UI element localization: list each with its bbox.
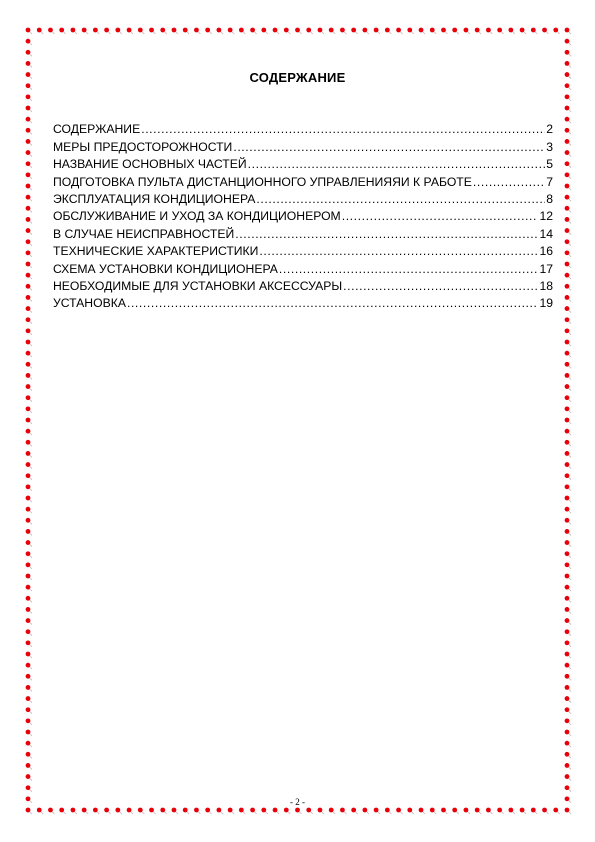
toc-dot-leader (343, 279, 538, 294)
border-dot-icon (565, 284, 571, 290)
border-dot-icon (115, 28, 121, 34)
border-dot-icon (565, 607, 571, 613)
toc-entry-page: 12 (539, 209, 553, 224)
border-dot-icon (26, 228, 32, 234)
border-dot-icon (565, 406, 571, 412)
border-dot-icon (565, 685, 571, 691)
border-dot-icon (26, 139, 32, 145)
toc-entry[interactable] (53, 242, 553, 259)
border-dot-icon (239, 808, 245, 814)
border-dot-icon (475, 28, 481, 34)
border-dot-icon (553, 28, 559, 34)
border-dot-icon (172, 28, 178, 34)
border-dot-icon (26, 629, 32, 635)
toc-entry[interactable] (53, 224, 553, 241)
border-dot-icon (351, 808, 357, 814)
border-dot-icon (26, 718, 32, 724)
toc-entry[interactable] (53, 277, 553, 294)
border-dot-icon (565, 462, 571, 468)
border-dot-icon (127, 808, 133, 814)
border-dot-icon (452, 808, 458, 814)
border-dot-icon (475, 808, 481, 814)
border-dot-icon (26, 239, 32, 245)
border-dot-icon (26, 406, 32, 412)
border-dot-icon (26, 741, 32, 747)
border-dot-icon (26, 262, 32, 268)
toc-dot-leader (141, 122, 545, 137)
border-dot-icon (93, 28, 99, 34)
toc-entry[interactable] (53, 137, 553, 154)
toc-entry-label: СОДЕРЖАНИЕ (53, 122, 141, 137)
border-dot-icon (565, 384, 571, 390)
toc-entry[interactable] (53, 172, 553, 189)
border-dot-icon (26, 774, 32, 780)
border-dot-icon (441, 28, 447, 34)
toc-entry-page: 8 (546, 191, 553, 206)
border-dot-icon (115, 808, 121, 814)
border-dot-icon (26, 640, 32, 646)
border-dot-icon (138, 808, 144, 814)
toc-dot-leader (235, 227, 538, 242)
border-dot-icon (565, 161, 571, 167)
border-dot-icon (26, 551, 32, 557)
border-dot-icon (26, 373, 32, 379)
border-dot-icon (205, 808, 211, 814)
border-dot-icon (407, 808, 413, 814)
toc-entry-label: ТЕХНИЧЕСКИЕ ХАРАКТЕРИСТИКИ (53, 244, 259, 259)
border-dot-icon (419, 808, 425, 814)
border-dot-icon (26, 206, 32, 212)
border-dot-icon (26, 306, 32, 312)
toc-entry-page: 5 (546, 157, 553, 172)
toc-entry[interactable] (53, 190, 553, 207)
border-dot-icon (374, 808, 380, 814)
border-dot-icon (362, 808, 368, 814)
toc-entry[interactable] (53, 120, 553, 137)
border-dot-icon (104, 28, 110, 34)
border-dot-icon (396, 28, 402, 34)
border-dot-icon (565, 774, 571, 780)
border-dot-icon (26, 351, 32, 357)
border-dot-icon (26, 117, 32, 123)
border-dot-icon (497, 28, 503, 34)
border-dot-icon (183, 28, 189, 34)
border-dot-icon (565, 440, 571, 446)
border-dot-icon (250, 28, 256, 34)
toc-entry-label: МЕРЫ ПРЕДОСТОРОЖНОСТИ (53, 139, 233, 154)
border-dot-icon (26, 150, 32, 156)
border-dot-icon (565, 551, 571, 557)
border-dot-icon (565, 184, 571, 190)
toc-dot-leader (279, 262, 539, 277)
border-dot-icon (26, 618, 32, 624)
border-dot-icon (26, 250, 32, 256)
border-dot-icon (26, 317, 32, 323)
border-dot-icon (565, 451, 571, 457)
border-dot-icon (295, 28, 301, 34)
border-dot-icon (149, 808, 155, 814)
border-dot-icon (565, 273, 571, 279)
border-dot-icon (26, 663, 32, 669)
border-dot-icon (497, 808, 503, 814)
border-dot-icon (26, 172, 32, 178)
border-dot-icon (26, 284, 32, 290)
border-dot-icon (430, 808, 436, 814)
border-dot-icon (26, 473, 32, 479)
border-dot-icon (26, 39, 32, 45)
border-dot-icon (26, 752, 32, 758)
border-dot-icon (531, 28, 537, 34)
toc-entry-page: 19 (539, 296, 553, 311)
border-dot-icon (565, 150, 571, 156)
border-dot-icon (26, 340, 32, 346)
border-dot-icon (565, 362, 571, 368)
toc-dot-leader (233, 140, 545, 155)
border-dot-icon (385, 808, 391, 814)
border-dot-icon (565, 206, 571, 212)
border-dot-icon (520, 808, 526, 814)
border-dot-icon (565, 585, 571, 591)
toc-entry-label: УСТАНОВКА (53, 296, 126, 311)
border-dot-icon (26, 28, 32, 34)
border-dot-icon (565, 172, 571, 178)
border-dot-icon (351, 28, 357, 34)
border-dot-icon (565, 94, 571, 100)
border-dot-icon (385, 28, 391, 34)
border-dot-icon (26, 217, 32, 223)
border-dot-icon (26, 574, 32, 580)
border-dot-icon (239, 28, 245, 34)
border-dot-icon (26, 529, 32, 535)
border-dot-icon (26, 462, 32, 468)
border-dot-icon (565, 128, 571, 134)
border-dot-icon (318, 808, 324, 814)
border-dot-icon (26, 707, 32, 713)
toc-entry-label: СХЕМА УСТАНОВКИ КОНДИЦИОНЕРА (53, 261, 278, 276)
border-dot-icon (565, 785, 571, 791)
border-dot-icon (284, 808, 290, 814)
border-dot-icon (26, 674, 32, 680)
border-dot-icon (565, 418, 571, 424)
border-dot-icon (565, 351, 571, 357)
border-dot-icon (26, 496, 32, 502)
toc-entry[interactable] (53, 259, 553, 276)
border-dot-icon (329, 28, 335, 34)
border-dot-icon (172, 808, 178, 814)
border-dot-icon (340, 28, 346, 34)
border-dot-icon (71, 28, 77, 34)
toc-entry[interactable] (53, 207, 553, 224)
border-dot-icon (565, 340, 571, 346)
border-dot-icon (565, 28, 571, 34)
border-dot-icon (149, 28, 155, 34)
toc-dot-leader (256, 192, 545, 207)
border-dot-icon (138, 28, 144, 34)
border-dot-icon (26, 328, 32, 334)
toc-entry-page: 2 (546, 122, 553, 137)
border-dot-icon (565, 618, 571, 624)
border-dot-icon (273, 28, 279, 34)
border-dot-icon (194, 28, 200, 34)
border-dot-icon (508, 28, 514, 34)
border-dot-icon (565, 295, 571, 301)
border-dot-icon (565, 306, 571, 312)
border-dot-icon (284, 28, 290, 34)
border-dot-icon (565, 707, 571, 713)
border-dot-icon (26, 61, 32, 67)
border-dot-icon (26, 596, 32, 602)
toc-entry-page: 16 (539, 244, 553, 259)
border-dot-icon (26, 128, 32, 134)
border-dot-icon (396, 808, 402, 814)
border-dot-icon (26, 295, 32, 301)
border-dot-icon (183, 808, 189, 814)
border-dot-icon (59, 28, 65, 34)
border-dot-icon (37, 808, 43, 814)
border-dot-icon (26, 451, 32, 457)
border-dot-icon (565, 117, 571, 123)
border-dot-icon (93, 808, 99, 814)
border-dot-icon (104, 808, 110, 814)
border-dot-icon (261, 28, 267, 34)
border-dot-icon (520, 28, 526, 34)
table-of-contents (53, 120, 553, 311)
border-dot-icon (37, 28, 43, 34)
border-dot-icon (26, 808, 32, 814)
border-dot-icon (26, 418, 32, 424)
border-dot-icon (205, 28, 211, 34)
border-dot-icon (250, 808, 256, 814)
border-dot-icon (565, 718, 571, 724)
border-dot-icon (48, 808, 54, 814)
border-dot-icon (565, 61, 571, 67)
toc-entry-label: НЕОБХОДИМЫЕ ДЛЯ УСТАНОВКИ АКСЕССУАРЫ (53, 278, 343, 293)
toc-dot-leader (127, 296, 538, 311)
border-dot-icon (565, 250, 571, 256)
toc-entry-label: ПОДГОТОВКА ПУЛЬТА ДИСТАНЦИОННОГО УПРАВЛЕНИЯЯИ К РАБОТЕ (53, 174, 472, 189)
toc-dot-leader (248, 157, 546, 172)
toc-entry-label: НАЗВАНИЕ ОСНОВНЫХ ЧАСТЕЙ (53, 157, 247, 172)
border-dot-icon (295, 808, 301, 814)
border-dot-icon (160, 808, 166, 814)
border-dot-icon (228, 808, 234, 814)
border-dot-icon (26, 440, 32, 446)
border-dot-icon (565, 473, 571, 479)
page-number: - 2 - (290, 797, 305, 807)
border-dot-icon (565, 429, 571, 435)
border-dot-icon (565, 217, 571, 223)
border-dot-icon (508, 808, 514, 814)
toc-dot-leader (342, 209, 539, 224)
border-dot-icon (26, 484, 32, 490)
border-dot-icon (565, 50, 571, 56)
border-dot-icon (565, 730, 571, 736)
border-dot-icon (374, 28, 380, 34)
border-dot-icon (48, 28, 54, 34)
border-dot-icon (306, 28, 312, 34)
border-dot-icon (565, 562, 571, 568)
toc-entry-label: ЭКСПЛУАТАЦИЯ КОНДИЦИОНЕРА (53, 191, 256, 206)
border-dot-icon (565, 484, 571, 490)
border-dot-icon (553, 808, 559, 814)
border-dot-icon (26, 562, 32, 568)
border-dot-icon (306, 808, 312, 814)
border-dot-icon (26, 652, 32, 658)
toc-entry-page: 17 (539, 261, 553, 276)
border-dot-icon (565, 262, 571, 268)
border-dot-icon (452, 28, 458, 34)
border-dot-icon (565, 195, 571, 201)
toc-entry-page: 3 (546, 139, 553, 154)
border-dot-icon (565, 741, 571, 747)
border-dot-icon (26, 785, 32, 791)
border-dot-icon (71, 808, 77, 814)
border-dot-icon (486, 28, 492, 34)
border-dot-icon (160, 28, 166, 34)
border-dot-icon (82, 28, 88, 34)
border-dot-icon (565, 696, 571, 702)
border-dot-icon (565, 496, 571, 502)
border-dot-icon (26, 50, 32, 56)
border-dot-icon (565, 529, 571, 535)
border-dot-icon (26, 195, 32, 201)
border-dot-icon (216, 28, 222, 34)
border-dot-icon (26, 184, 32, 190)
border-dot-icon (26, 94, 32, 100)
border-dot-icon (565, 395, 571, 401)
border-dot-icon (565, 808, 571, 814)
border-dot-icon (26, 540, 32, 546)
toc-entry-page: 18 (539, 278, 553, 293)
border-dot-icon (565, 596, 571, 602)
border-dot-icon (565, 139, 571, 145)
border-dot-icon (565, 373, 571, 379)
border-dot-icon (26, 429, 32, 435)
toc-entry-label: В СЛУЧАЕ НЕИСПРАВНОСТЕЙ (53, 226, 235, 241)
border-dot-icon (26, 696, 32, 702)
border-dot-icon (486, 808, 492, 814)
border-dot-icon (464, 808, 470, 814)
border-dot-icon (565, 518, 571, 524)
border-dot-icon (26, 585, 32, 591)
border-dot-icon (26, 730, 32, 736)
border-dot-icon (26, 106, 32, 112)
border-dot-icon (26, 362, 32, 368)
border-dot-icon (419, 28, 425, 34)
toc-entry[interactable] (53, 294, 553, 311)
border-dot-icon (26, 384, 32, 390)
border-dot-icon (59, 808, 65, 814)
border-dot-icon (565, 39, 571, 45)
border-dot-icon (340, 808, 346, 814)
border-dot-icon (430, 28, 436, 34)
border-dot-icon (26, 395, 32, 401)
border-dot-icon (565, 106, 571, 112)
border-dot-icon (565, 652, 571, 658)
border-dot-icon (26, 685, 32, 691)
border-dot-icon (565, 763, 571, 769)
toc-entry[interactable] (53, 155, 553, 172)
border-dot-icon (194, 808, 200, 814)
border-dot-icon (565, 228, 571, 234)
border-dot-icon (542, 808, 548, 814)
border-dot-icon (441, 808, 447, 814)
border-dot-icon (26, 607, 32, 613)
border-dot-icon (565, 629, 571, 635)
border-dot-icon (26, 507, 32, 513)
border-dot-icon (26, 518, 32, 524)
border-dot-icon (273, 808, 279, 814)
toc-entry-page: 14 (539, 226, 553, 241)
border-dot-icon (565, 239, 571, 245)
border-dot-icon (565, 574, 571, 580)
border-dot-icon (407, 28, 413, 34)
border-dot-icon (329, 808, 335, 814)
border-dot-icon (565, 507, 571, 513)
toc-dot-leader (259, 244, 538, 259)
border-dot-icon (362, 28, 368, 34)
border-dot-icon (216, 808, 222, 814)
border-dot-icon (565, 540, 571, 546)
border-dot-icon (26, 273, 32, 279)
toc-entry-label: ОБСЛУЖИВАНИЕ И УХОД ЗА КОНДИЦИОНЕРОМ (53, 209, 341, 224)
border-dot-icon (82, 808, 88, 814)
toc-entry-page: 7 (546, 174, 553, 189)
border-dot-icon (565, 317, 571, 323)
border-dot-icon (565, 663, 571, 669)
toc-dot-leader (473, 175, 545, 190)
border-dot-icon (565, 640, 571, 646)
border-dot-icon (127, 28, 133, 34)
border-dot-icon (26, 161, 32, 167)
border-dot-icon (565, 674, 571, 680)
page-title: СОДЕРЖАНИЕ (249, 70, 346, 85)
border-dot-icon (228, 28, 234, 34)
border-dot-icon (565, 752, 571, 758)
border-dot-icon (542, 28, 548, 34)
border-dot-icon (26, 763, 32, 769)
border-dot-icon (531, 808, 537, 814)
border-dot-icon (261, 808, 267, 814)
border-dot-icon (318, 28, 324, 34)
border-dot-icon (464, 28, 470, 34)
border-dot-icon (565, 328, 571, 334)
